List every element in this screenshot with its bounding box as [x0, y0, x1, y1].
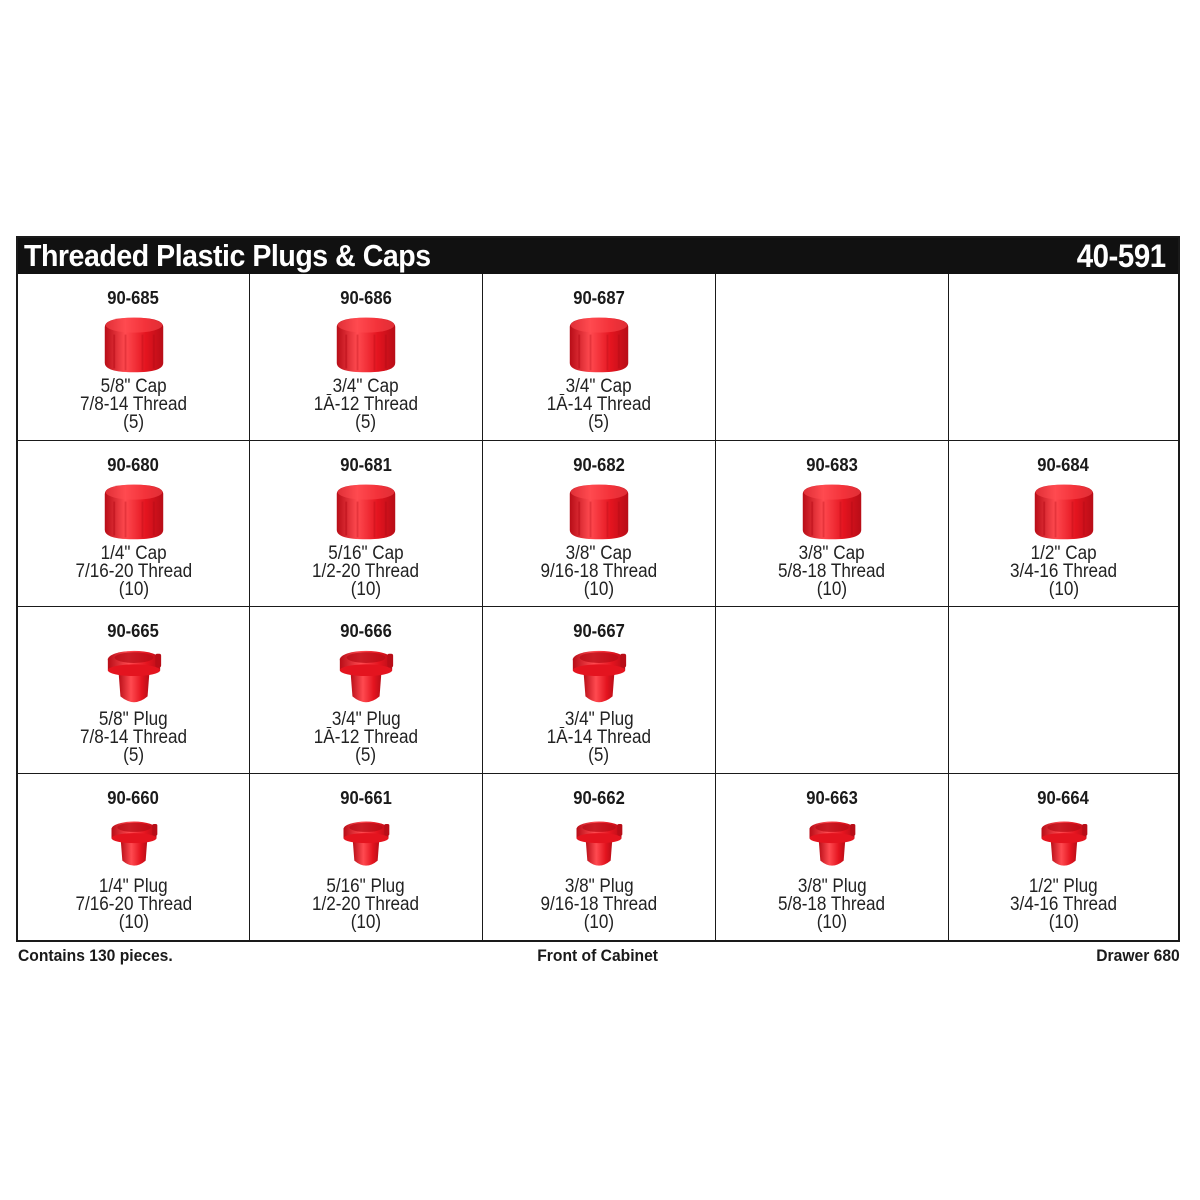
- part-number: 90-664: [1037, 787, 1090, 808]
- page-title: Threaded Plastic Plugs & Caps: [24, 238, 431, 273]
- part-cell: [716, 441, 949, 608]
- part-quantity: (10): [583, 578, 615, 600]
- plug-icon: [104, 643, 164, 711]
- part-quantity: (5): [355, 412, 377, 433]
- footer: [16, 946, 1180, 968]
- part-number: 90-667: [573, 621, 625, 641]
- part-cell: [18, 774, 250, 941]
- part-cell: [18, 607, 250, 774]
- part-cell: [483, 607, 716, 774]
- part-quantity: (5): [355, 745, 377, 766]
- part-number: 90-682: [573, 454, 625, 475]
- part-cell: [716, 774, 949, 941]
- kit-code: 40-591: [1077, 237, 1166, 274]
- part-number: 90-662: [573, 787, 625, 808]
- part-thread: 5/8-18 Thread: [778, 893, 886, 915]
- part-number: 90-663: [806, 787, 858, 808]
- part-cell: [18, 274, 250, 441]
- part-quantity: (10): [583, 911, 615, 933]
- part-size: 3/8" Cap: [799, 542, 865, 564]
- part-cell: [949, 774, 1178, 941]
- cabinet-location: Front of Cabinet: [537, 946, 659, 965]
- part-size: 3/8" Cap: [566, 542, 632, 564]
- part-number: 90-684: [1037, 454, 1090, 475]
- part-number: 90-687: [573, 288, 625, 308]
- part-cell: [483, 441, 716, 608]
- part-size: 3/4" Plug: [564, 709, 634, 730]
- part-size: 3/8" Plug: [564, 875, 634, 897]
- piece-count: Contains 130 pieces.: [18, 946, 173, 965]
- part-number: 90-683: [806, 454, 858, 475]
- empty-cell: [716, 274, 949, 441]
- part-thread: 7/16-20 Thread: [75, 560, 192, 582]
- part-number: 90-680: [107, 454, 160, 475]
- plug-icon: [569, 643, 629, 711]
- cap-icon: [333, 310, 399, 378]
- part-size: 3/4" Cap: [333, 376, 399, 397]
- part-size: 3/4" Plug: [331, 709, 401, 730]
- part-cell: [250, 607, 483, 774]
- empty-cell: [949, 607, 1178, 774]
- plug-icon: [109, 810, 159, 878]
- cap-icon: [333, 477, 399, 545]
- part-quantity: (5): [588, 745, 610, 766]
- part-quantity: (5): [588, 412, 610, 433]
- part-cell: [18, 441, 250, 608]
- plug-icon: [336, 643, 396, 711]
- parts-grid: [18, 274, 1178, 940]
- part-thread: 1/2-20 Thread: [312, 893, 420, 915]
- empty-cell: [716, 607, 949, 774]
- empty-cell: [949, 274, 1178, 441]
- part-number: 90-685: [107, 288, 160, 308]
- part-thread: 7/8-14 Thread: [79, 727, 188, 748]
- part-number: 90-665: [107, 621, 160, 641]
- plug-icon: [341, 810, 391, 878]
- part-thread: 3/4-16 Thread: [1009, 560, 1118, 582]
- part-quantity: (10): [350, 578, 382, 600]
- plug-icon: [574, 810, 624, 878]
- part-number: 90-661: [340, 787, 392, 808]
- part-thread: 9/16-18 Thread: [540, 893, 658, 915]
- part-cell: [250, 274, 483, 441]
- part-thread: 1Ā-12 Thread: [313, 394, 419, 415]
- part-size: 1/4" Cap: [100, 542, 167, 564]
- part-quantity: (10): [816, 578, 848, 600]
- part-size: 5/8" Cap: [100, 376, 167, 397]
- part-size: 5/8" Plug: [99, 709, 168, 730]
- part-size: 5/16" Cap: [328, 542, 404, 564]
- part-thread: 3/4-16 Thread: [1009, 893, 1118, 915]
- cap-icon: [101, 310, 167, 378]
- part-cell: [949, 441, 1178, 608]
- part-quantity: (10): [350, 911, 382, 933]
- part-thread: 5/8-18 Thread: [778, 560, 886, 582]
- part-cell: [250, 774, 483, 941]
- part-quantity: (5): [123, 412, 144, 433]
- part-thread: 9/16-18 Thread: [540, 560, 658, 582]
- plug-icon: [1039, 810, 1089, 878]
- part-thread: 1Ā-12 Thread: [313, 727, 419, 748]
- drawer-label: Drawer 680: [1096, 946, 1180, 965]
- part-quantity: (10): [1048, 911, 1079, 933]
- part-thread: 1Ā-14 Thread: [546, 394, 652, 415]
- part-cell: [483, 774, 716, 941]
- part-thread: 7/16-20 Thread: [75, 893, 192, 915]
- part-quantity: (10): [1048, 578, 1079, 600]
- cap-icon: [566, 310, 632, 378]
- part-cell: [250, 441, 483, 608]
- part-quantity: (10): [118, 578, 149, 600]
- card-header: [18, 238, 1178, 274]
- part-cell: [483, 274, 716, 441]
- part-quantity: (10): [816, 911, 848, 933]
- plug-icon: [807, 810, 857, 878]
- part-number: 90-660: [107, 787, 160, 808]
- cap-icon: [101, 477, 167, 545]
- part-size: 1/2" Plug: [1029, 875, 1098, 897]
- part-size: 5/16" Plug: [326, 875, 406, 897]
- cap-icon: [566, 477, 632, 545]
- part-number: 90-666: [340, 621, 392, 641]
- part-size: 3/4" Cap: [566, 376, 632, 397]
- cap-icon: [1031, 477, 1097, 545]
- parts-card: [16, 236, 1180, 942]
- part-quantity: (5): [123, 745, 144, 766]
- cap-icon: [799, 477, 865, 545]
- part-quantity: (10): [118, 911, 149, 933]
- part-size: 1/2" Cap: [1030, 542, 1097, 564]
- part-thread: 7/8-14 Thread: [79, 394, 188, 415]
- part-number: 90-686: [340, 288, 392, 308]
- part-size: 1/4" Plug: [99, 875, 168, 897]
- part-thread: 1/2-20 Thread: [312, 560, 420, 582]
- part-size: 3/8" Plug: [797, 875, 867, 897]
- part-number: 90-681: [340, 454, 392, 475]
- part-thread: 1Ā-14 Thread: [546, 727, 652, 748]
